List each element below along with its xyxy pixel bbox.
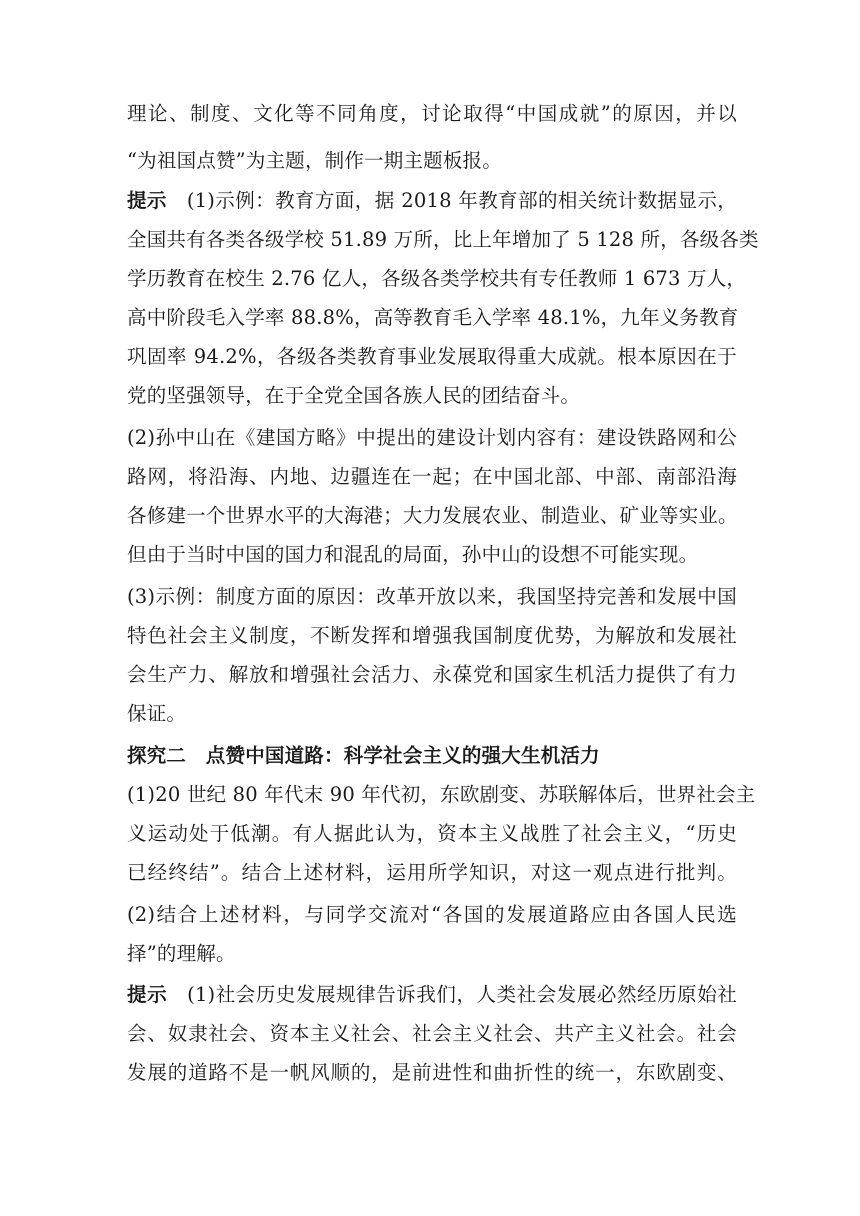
hint-paragraph-line (127, 189, 737, 213)
text-line: “为祖国点赞”为主题，制作一期主题板报。 (127, 149, 502, 172)
text-line: 择”的理解。 (127, 942, 236, 965)
text-line: 会生产力、解放和增强社会活力、永葆党和国家生机活力提供了有力 (127, 663, 737, 686)
hint-label: 提示 (127, 983, 168, 1006)
text-line: (1)示例：教育方面，据 2018 年教育部的相关统计数据显示， (186, 189, 738, 212)
text-line: 高中阶段毛入学率 88.8%，高等教育毛入学率 48.1%，九年义务教育 (127, 306, 739, 329)
hint-paragraph-line (127, 983, 737, 1007)
text-line: 理论、制度、文化等不同角度，讨论取得“中国成就”的原因，并以 (127, 102, 737, 125)
text-line: 特色社会主义制度，不断发挥和增强我国制度优势，为解放和发展社 (127, 624, 737, 647)
text-line: 义运动处于低潮。有人据此认为，资本主义战胜了社会主义，“历史 (127, 822, 737, 845)
text-line: (2)孙中山在《建国方略》中提出的建设计划内容有：建设铁路网和公 (127, 426, 737, 449)
text-line: (3)示例：制度方面的原因：改革开放以来，我国坚持完善和发展中国 (127, 585, 737, 608)
text-line: (1)社会历史发展规律告诉我们，人类社会发展必然经历原始社 (187, 983, 737, 1006)
text-line: 全国共有各类各级学校 51.89 万所，比上年增加了 5 128 所，各级各类 (127, 228, 759, 251)
text-line: 路网，将沿海、内地、边疆连在一起；在中国北部、中部、南部沿海 (127, 465, 737, 488)
text-line: 但由于当时中国的国力和混乱的局面，孙中山的设想不可能实现。 (127, 543, 699, 566)
text-line: 已经终结”。结合上述材料，运用所学知识，对这一观点进行批判。 (127, 861, 737, 884)
text-line: (2)结合上述材料，与同学交流对“各国的发展道路应由各国人民选 (127, 903, 737, 926)
text-line: 发展的道路不是一帆风顺的，是前进性和曲折性的统一，东欧剧变、 (127, 1061, 737, 1084)
text-line: 党的坚强领导，在于全党全国各族人民的团结奋斗。 (127, 384, 581, 407)
text-line: 会、奴隶社会、资本主义社会、社会主义社会、共产主义社会。社会 (127, 1022, 737, 1045)
text-line: 巩固率 94.2%，各级各类教育事业发展取得重大成就。根本原因在于 (127, 345, 737, 368)
hint-label: 提示 (127, 189, 167, 212)
section-heading: 探究二 点赞中国道路：科学社会主义的强大生机活力 (127, 744, 600, 767)
text-line: (1)20 世纪 80 年代末 90 年代初，东欧剧变、苏联解体后，世界社会主 (127, 783, 756, 806)
text-line: 保证。 (127, 702, 187, 725)
text-line: 学历教育在校生 2.76 亿人，各级各类学校共有专任教师 1 673 万人， (127, 267, 747, 290)
text-line: 各修建一个世界水平的大海港；大力发展农业、制造业、矿业等实业。 (127, 504, 738, 527)
